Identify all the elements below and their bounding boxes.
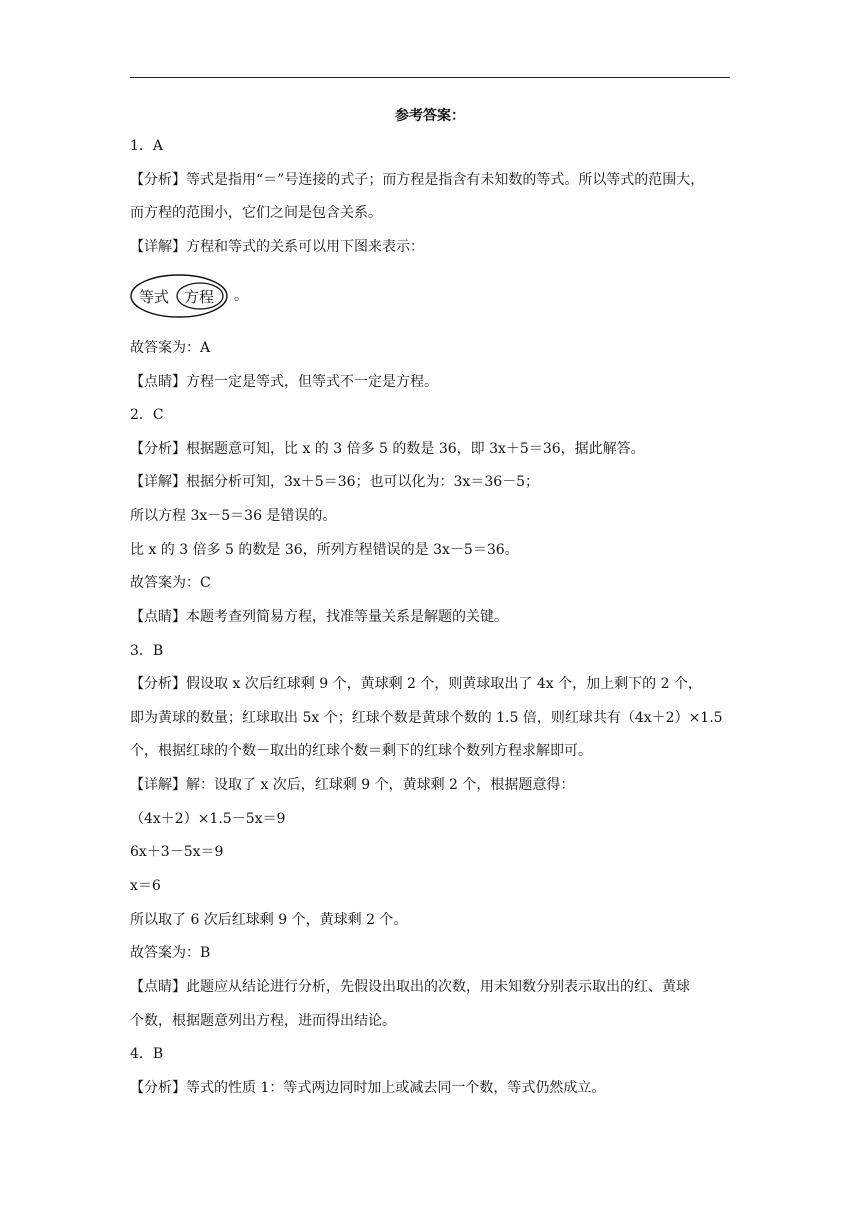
answer-2-detail-line-3: 比 x 的 3 倍多 5 的数是 36，所列方程错误的是 3x－5＝36。 xyxy=(130,542,519,558)
answer-3-conclusion: 故答案为：B xyxy=(130,945,211,961)
answer-3-detail: 【详解】解：设取了 x 次后，红球剩 9 个，黄球剩 2 个，根据题意得： xyxy=(130,777,575,793)
answer-2-detail-line-1: 【详解】根据分析可知，3x＋5＝36；也可以化为：3x＝36－5； xyxy=(130,474,540,490)
answer-2-note: 【点睛】本题考查列简易方程，找准等量关系是解题的关键。 xyxy=(130,609,508,625)
answer-3-note-line-2: 个数，根据题意列出方程，进而得出结论。 xyxy=(130,1013,396,1029)
answer-3-equation-1: （4x＋2）×1.5－5x＝9 xyxy=(130,811,286,827)
answer-4-analysis: 【分析】等式的性质 1：等式两边同时加上或减去同一个数，等式仍然成立。 xyxy=(130,1080,606,1096)
answer-3-analysis-line-3: 个，根据红球的个数－取出的红球个数＝剩下的红球个数列方程求解即可。 xyxy=(130,743,592,759)
answer-1-conclusion: 故答案为：A xyxy=(130,340,211,356)
answer-1-detail: 【详解】方程和等式的关系可以用下图来表示： xyxy=(130,239,424,255)
answer-3-analysis-line-1: 【分析】假设取 x 次后红球剩 9 个，黄球剩 2 个，则黄球取出了 4x 个，加上剩下的 2 个， xyxy=(130,676,702,692)
answer-3-analysis-line-2: 即为黄球的数量；红球取出 5x 个；红球个数是黄球个数的 1.5 倍，则红球共有（4x＋2）×1.5 xyxy=(130,710,723,726)
diagram-inner-label: 方程 xyxy=(184,288,215,306)
answer-2-heading: 2．C xyxy=(130,407,164,423)
page-title: 参考答案： xyxy=(395,108,465,124)
answer-1-note: 【点睛】方程一定是等式，但等式不一定是方程。 xyxy=(130,374,438,390)
answer-2-conclusion: 故答案为：C xyxy=(130,575,211,591)
answer-4-heading: 4．B xyxy=(130,1046,164,1062)
diagram-outer-label: 等式 xyxy=(139,288,170,306)
answer-3-heading: 3．B xyxy=(130,643,164,659)
answer-3-note-line-1: 【点睛】此题应从结论进行分析，先假设出取出的次数，用未知数分别表示取出的红、黄球 xyxy=(130,979,690,995)
answer-3-equation-3: x＝6 xyxy=(130,878,161,894)
answer-1-heading: 1．A xyxy=(130,138,164,154)
answer-3-equation-2: 6x＋3－5x＝9 xyxy=(130,844,224,860)
answer-2-analysis: 【分析】根据题意可知，比 x 的 3 倍多 5 的数是 36，即 3x＋5＝36，据此解答。 xyxy=(130,441,645,457)
answer-1-analysis-line-1: 【分析】等式是指用“＝”号连接的式子；而方程是指含有未知数的等式。所以等式的范围大， xyxy=(130,172,705,188)
header-rule xyxy=(130,77,730,78)
diagram-trailing-punctuation: 。 xyxy=(234,288,248,304)
answer-3-result: 所以取了 6 次后红球剩 9 个，黄球剩 2 个。 xyxy=(130,912,408,928)
answer-2-detail-line-2: 所以方程 3x－5＝36 是错误的。 xyxy=(130,508,337,524)
answer-1-analysis-line-2: 而方程的范围小，它们之间是包含关系。 xyxy=(130,205,382,221)
